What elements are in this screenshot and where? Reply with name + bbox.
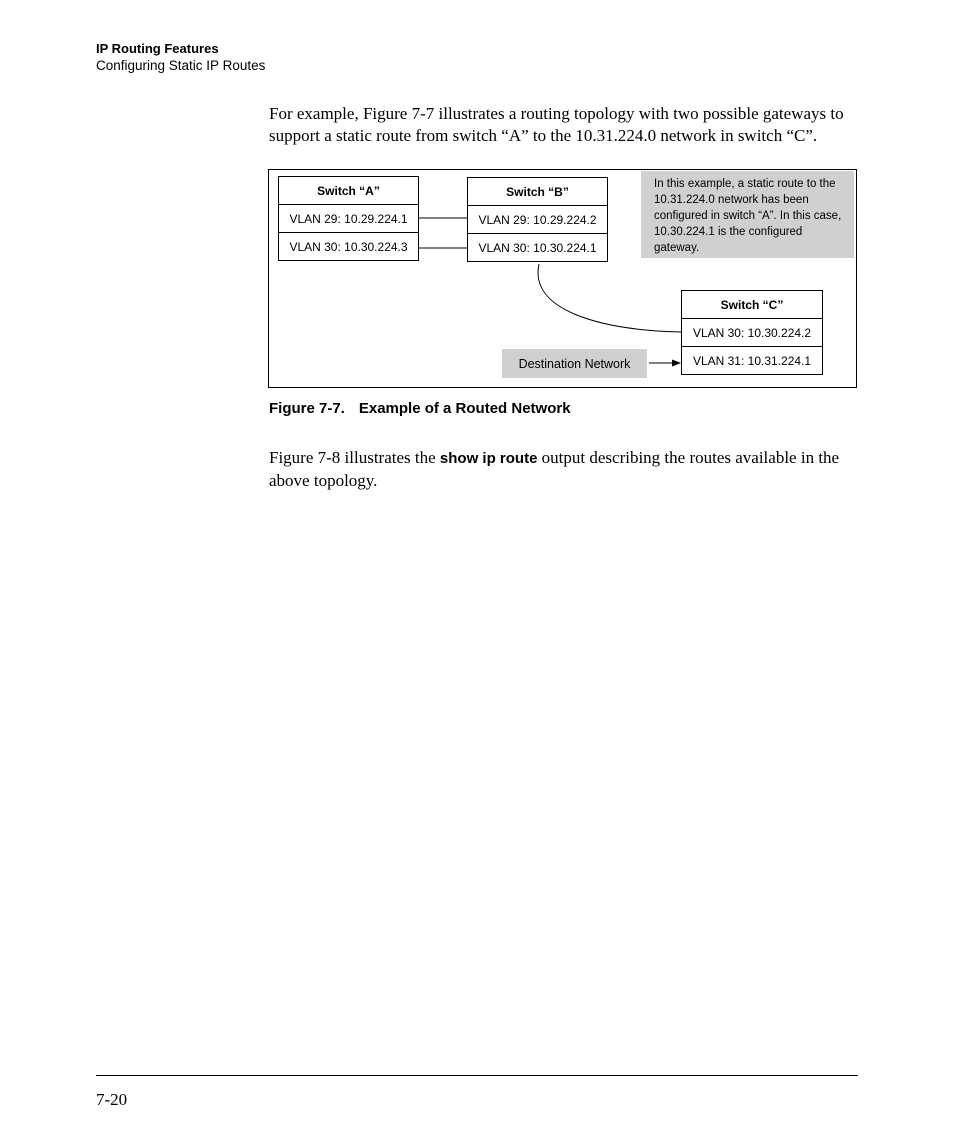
switch-b-vlan30: VLAN 30: 10.30.224.1: [467, 233, 608, 262]
switch-c-title: Switch “C”: [681, 290, 823, 319]
second-paragraph: [269, 447, 869, 491]
figure-note: In this example, a static route to the 10.31.224.0 network has been configured in switch “A”. In this case, 10.30.224.1 is the configured gateway.: [641, 171, 854, 258]
switch-c-vlan30: VLAN 30: 10.30.224.2: [681, 318, 823, 347]
switch-a-title: Switch “A”: [278, 176, 419, 205]
figure-caption: [269, 400, 571, 417]
switch-b: [467, 177, 608, 262]
switch-b-title: Switch “B”: [467, 177, 608, 206]
switch-c-vlan31: VLAN 31: 10.31.224.1: [681, 346, 823, 375]
switch-a-vlan30: VLAN 30: 10.30.224.3: [278, 232, 419, 261]
running-header-subtitle: Configuring Static IP Routes: [96, 58, 266, 73]
second-paragraph-before: Figure 7-8 illustrates the: [269, 448, 440, 467]
page-number: 7-20: [96, 1090, 128, 1109]
second-paragraph-after: output describing the routes available in the above topology.: [269, 448, 840, 490]
figure-caption-text: Example of a Routed Network: [358, 400, 571, 417]
show-ip-route-command: show ip route: [439, 450, 538, 467]
destination-arrow-head: [672, 360, 681, 367]
destination-network-label: Destination Network: [502, 349, 647, 378]
switch-c: [681, 290, 823, 375]
switch-a: [278, 176, 419, 261]
routed-network-figure: [268, 169, 857, 388]
switch-a-vlan29: VLAN 29: 10.29.224.1: [278, 204, 419, 233]
running-header-title: IP Routing Features: [96, 41, 219, 56]
intro-paragraph: For example, Figure 7-7 illustrates a routing topology with two possible gateways to support a static route from switch “A” to the 10.31.224.0 network in switch “C”.: [269, 104, 844, 145]
figure-caption-label: Figure 7-7.: [269, 400, 345, 417]
b-to-c-link: [538, 264, 681, 332]
switch-b-vlan29: VLAN 29: 10.29.224.2: [467, 205, 608, 234]
footer-rule: [96, 1075, 858, 1076]
